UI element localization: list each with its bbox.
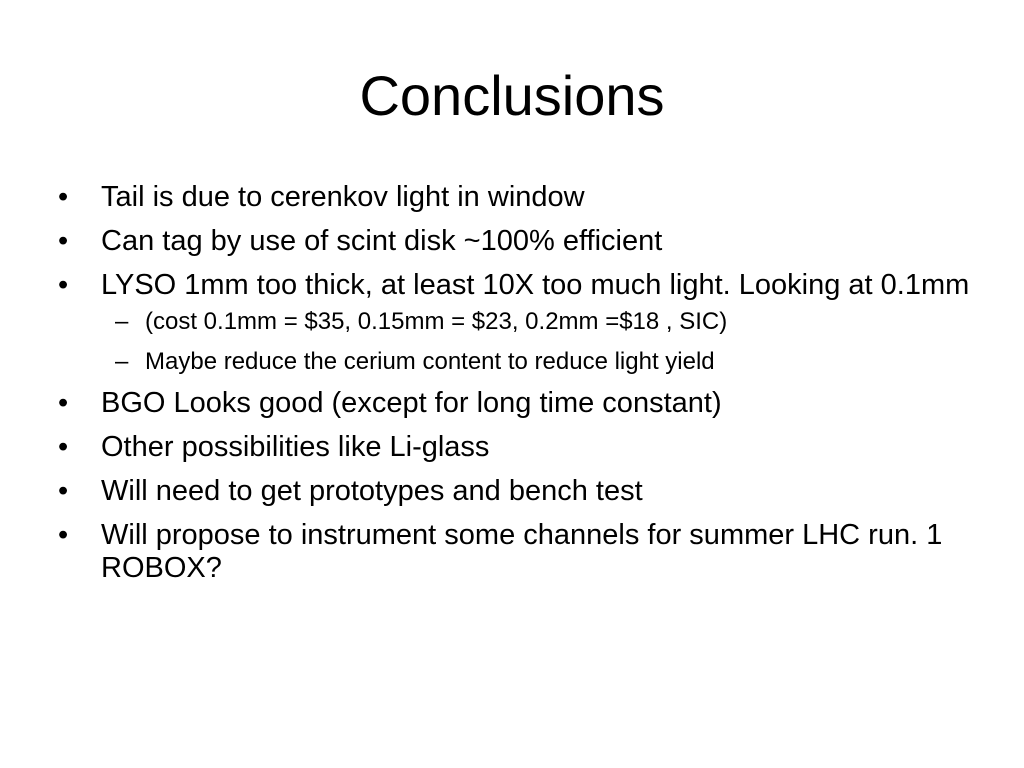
bullet-item xyxy=(52,519,972,585)
bullet-text: BGO Looks good (except for long time constant) xyxy=(101,387,722,419)
bullet-marker: • xyxy=(58,181,69,213)
bullet-text: Will propose to instrument some channels for summer LHC run. 1 ROBOX? xyxy=(101,519,943,584)
bullet-marker: • xyxy=(58,431,69,463)
bullet-text: Other possibilities like Li-glass xyxy=(101,431,490,463)
bullet-item xyxy=(52,269,972,376)
bullet-marker: • xyxy=(58,269,69,301)
bullet-text: LYSO 1mm too thick, at least 10X too much light. Looking at 0.1mm xyxy=(101,269,970,301)
bullet-list xyxy=(52,181,972,596)
bullet-marker: • xyxy=(58,225,69,257)
bullet-text: Tail is due to cerenkov light in window xyxy=(101,181,585,213)
sub-bullet-item xyxy=(101,348,972,376)
slide-title: Conclusions xyxy=(359,64,665,127)
bullet-item xyxy=(52,387,972,420)
sub-bullet-item xyxy=(101,308,972,336)
bullet-marker: • xyxy=(58,519,69,551)
bullet-marker: • xyxy=(58,475,69,507)
bullet-text: Can tag by use of scint disk ~100% efficient xyxy=(101,225,663,257)
sub-bullet-text: (cost 0.1mm = $35, 0.15mm = $23, 0.2mm =$18 , SIC) xyxy=(145,308,728,335)
bullet-item xyxy=(52,431,972,464)
sub-bullet-list xyxy=(101,308,972,376)
bullet-item xyxy=(52,181,972,214)
bullet-marker: • xyxy=(58,387,69,419)
bullet-item xyxy=(52,475,972,508)
sub-bullet-text: Maybe reduce the cerium content to reduce light yield xyxy=(145,348,715,375)
sub-bullet-marker: – xyxy=(115,308,129,335)
bullet-item xyxy=(52,225,972,258)
bullet-text: Will need to get prototypes and bench test xyxy=(101,475,643,507)
sub-bullet-marker: – xyxy=(115,348,129,375)
